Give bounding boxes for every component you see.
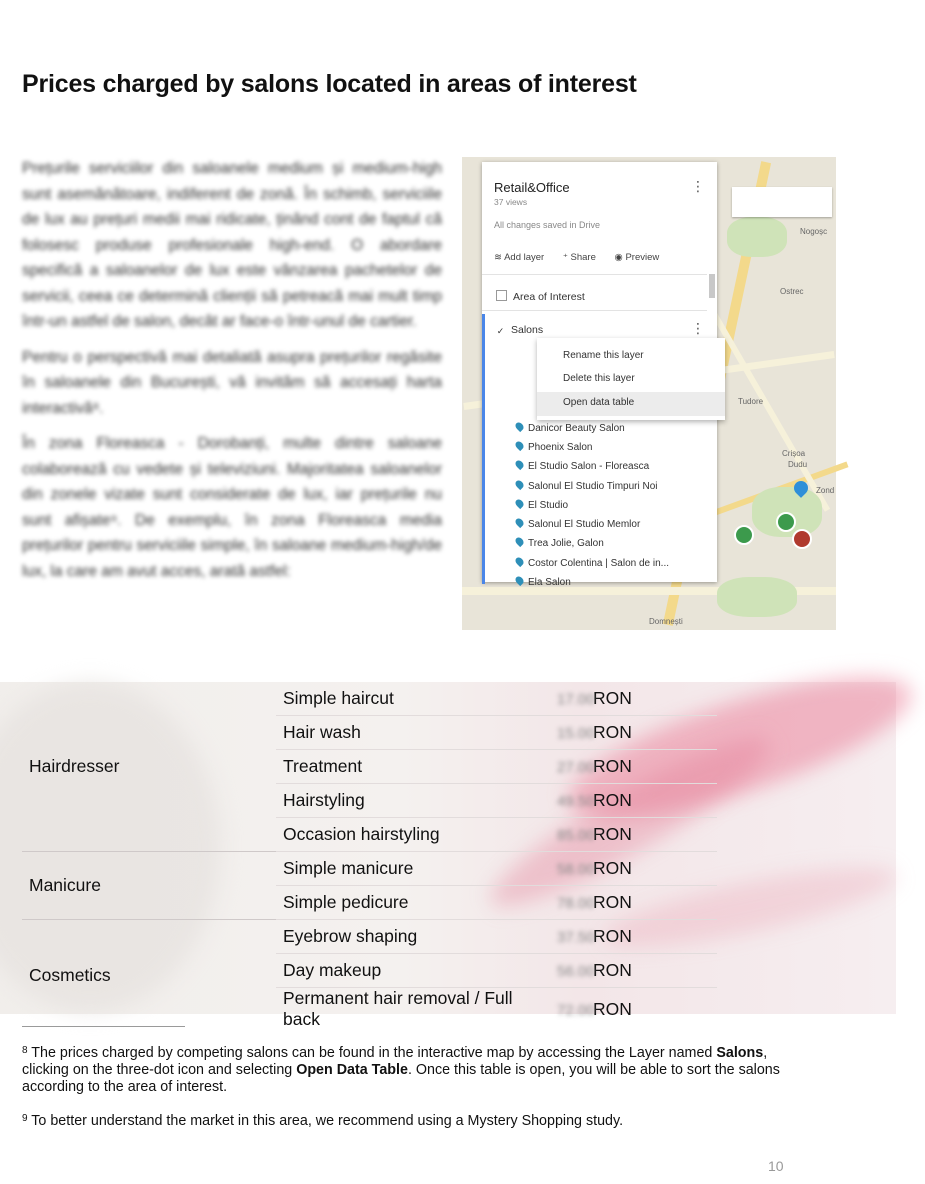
footnote-8: $^8$ The prices charged by competing salons can be found in the interactive map by accessing the Layer named Salons, clicking on the three-dot icon and selecting Open Data Table. Once this table is open, you will be able to sort the salons according to the area of interest. <box>22 1045 780 1095</box>
panel-scrollbar[interactable] <box>709 274 715 298</box>
price-table <box>22 682 717 1030</box>
service-name: Hair wash <box>276 716 549 750</box>
menu-item-rename-layer[interactable]: Rename this layer <box>563 350 644 361</box>
menu-item-delete-layer[interactable]: Delete this layer <box>563 373 635 384</box>
footnote-divider <box>22 1026 185 1027</box>
preview-button[interactable]: ◉ Preview <box>614 252 660 263</box>
menu-item-open-data-table[interactable]: Open data table <box>563 397 635 408</box>
salon-list-item[interactable]: Salonul El Studio Timpuri Noi <box>516 480 658 492</box>
service-name: Eyebrow shaping <box>276 920 549 954</box>
salon-list-item[interactable]: Salonul El Studio Memlor <box>516 518 640 530</box>
salon-list-item[interactable]: Trea Jolie, Galon <box>516 537 604 549</box>
category-cosmetics: Cosmetics <box>22 920 276 1031</box>
layer-options-icon[interactable]: ⋮ <box>691 320 705 336</box>
map-marker-icon <box>776 512 796 532</box>
service-price: 56.00RON <box>549 954 717 988</box>
service-name: Treatment <box>276 750 549 784</box>
more-options-icon[interactable]: ⋮ <box>691 178 705 194</box>
panel-actions <box>494 252 675 263</box>
map-marker-icon <box>734 525 754 545</box>
map-screenshot <box>462 157 836 630</box>
map-pin-icon <box>514 517 525 528</box>
map-pin-icon <box>514 498 525 509</box>
page-title: Prices charged by salons located in areas of interest <box>22 70 637 98</box>
service-name: Hairstyling <box>276 784 549 818</box>
salon-list-item[interactable]: Danicor Beauty Salon <box>516 422 625 434</box>
map-place-label: Crișoa <box>782 449 806 458</box>
service-name: Day makeup <box>276 954 549 988</box>
body-paragraph: Prețurile serviciilor din saloanele medium și medium-high sunt asemănătoare, indiferent de zonă. În schimb, serviciile de lux au prețuri medii mai ridicate, ținând cont de faptul că folosesc produse profesionale high-end. O abordare specifică a saloanelor de lux este vânzarea pachetelor de servicii, ceea ce determină clienții să petreacă mai mult timp într-un astfel de salon, decât ar face-o într-unul de cartier. <box>22 160 442 330</box>
layer-area-of-interest[interactable]: Area of Interest <box>496 290 585 303</box>
map-pin-icon <box>514 459 525 470</box>
service-price: 37.50RON <box>549 920 717 954</box>
save-status: All changes saved in Drive <box>494 220 601 230</box>
map-pin-icon <box>514 440 525 451</box>
service-name: Permanent hair removal / Full back <box>283 988 513 1029</box>
page-number: 10 <box>768 1158 784 1174</box>
map-place-label: Domnești <box>649 617 683 626</box>
service-name: Simple haircut <box>276 682 549 716</box>
service-price: 72.00RON <box>557 998 632 1019</box>
checkbox-checked-icon[interactable]: ✓ <box>496 326 505 336</box>
layer-salons[interactable]: ✓ Salons <box>496 324 544 336</box>
layer-context-menu <box>537 338 725 420</box>
salon-list-item[interactable]: Phoenix Salon <box>516 441 593 453</box>
service-price: 85.00RON <box>549 818 717 852</box>
map-place-label: Zond <box>816 486 835 495</box>
salon-list-item[interactable]: El Studio Salon - Floreasca <box>516 460 649 472</box>
map-pin-icon <box>514 536 525 547</box>
service-price: 27.00RON <box>549 750 717 784</box>
map-toolbar <box>732 187 832 217</box>
service-price: 49.50RON <box>549 784 717 818</box>
salon-list-item[interactable]: Costor Colentina | Salon de in... <box>516 557 669 569</box>
active-layer-bar <box>482 314 485 584</box>
service-price: 15.00RON <box>549 716 717 750</box>
map-pin-icon <box>514 575 525 586</box>
map-place-label: Ostrec <box>780 287 804 296</box>
body-paragraph: În zona Floreasca - Dorobanți, multe dintre saloane colaborează cu vedete și televiziuni. Majoritatea saloanelor din zonele vizate sunt considerate de lux, iar prețurile nu sunt afișate⁹. De exemplu, în zona Floreasca media prețurilor pentru serviciile simple, în saloane medium-high/de lux, la care am avut acces, arată astfel: <box>22 435 442 580</box>
map-marker-icon <box>792 529 812 549</box>
salon-list-item[interactable]: Ela Salon <box>516 576 571 582</box>
body-paragraph: Pentru o perspectivă mai detaliată asupra prețurilor regăsite în saloanele din București, vă invităm să accesați harta interactivă⁸. <box>22 348 442 417</box>
blurred-body-text <box>22 156 442 594</box>
salon-list-item[interactable]: El Studio <box>516 499 568 511</box>
service-name: Simple manicure <box>276 852 549 886</box>
map-place-label: Dudu <box>788 460 808 469</box>
map-views: 37 views <box>494 197 528 207</box>
footnote-9: $^9$ To better understand the market in this area, we recommend using a Mystery Shopping study. <box>22 1113 624 1129</box>
service-name: Occasion hairstyling <box>276 818 549 852</box>
map-pin-icon <box>514 556 525 567</box>
service-price: 17.00RON <box>549 682 717 716</box>
checkbox-icon[interactable] <box>496 290 507 301</box>
add-layer-button[interactable]: ≋ Add layer <box>494 252 545 263</box>
category-manicure: Manicure <box>22 852 276 920</box>
service-price: 58.00RON <box>549 852 717 886</box>
map-title: Retail&Office <box>494 180 570 195</box>
share-button[interactable]: ⁺ Share <box>562 252 596 263</box>
map-pin-icon <box>514 421 525 432</box>
service-name: Simple pedicure <box>276 886 549 920</box>
map-layer-panel <box>482 162 717 588</box>
map-place-label: Tudore <box>738 397 764 406</box>
map-pin-icon <box>514 479 525 490</box>
service-price: 78.00RON <box>549 886 717 920</box>
category-hairdresser: Hairdresser <box>29 756 120 776</box>
map-place-label: Nogoșc <box>800 227 828 236</box>
